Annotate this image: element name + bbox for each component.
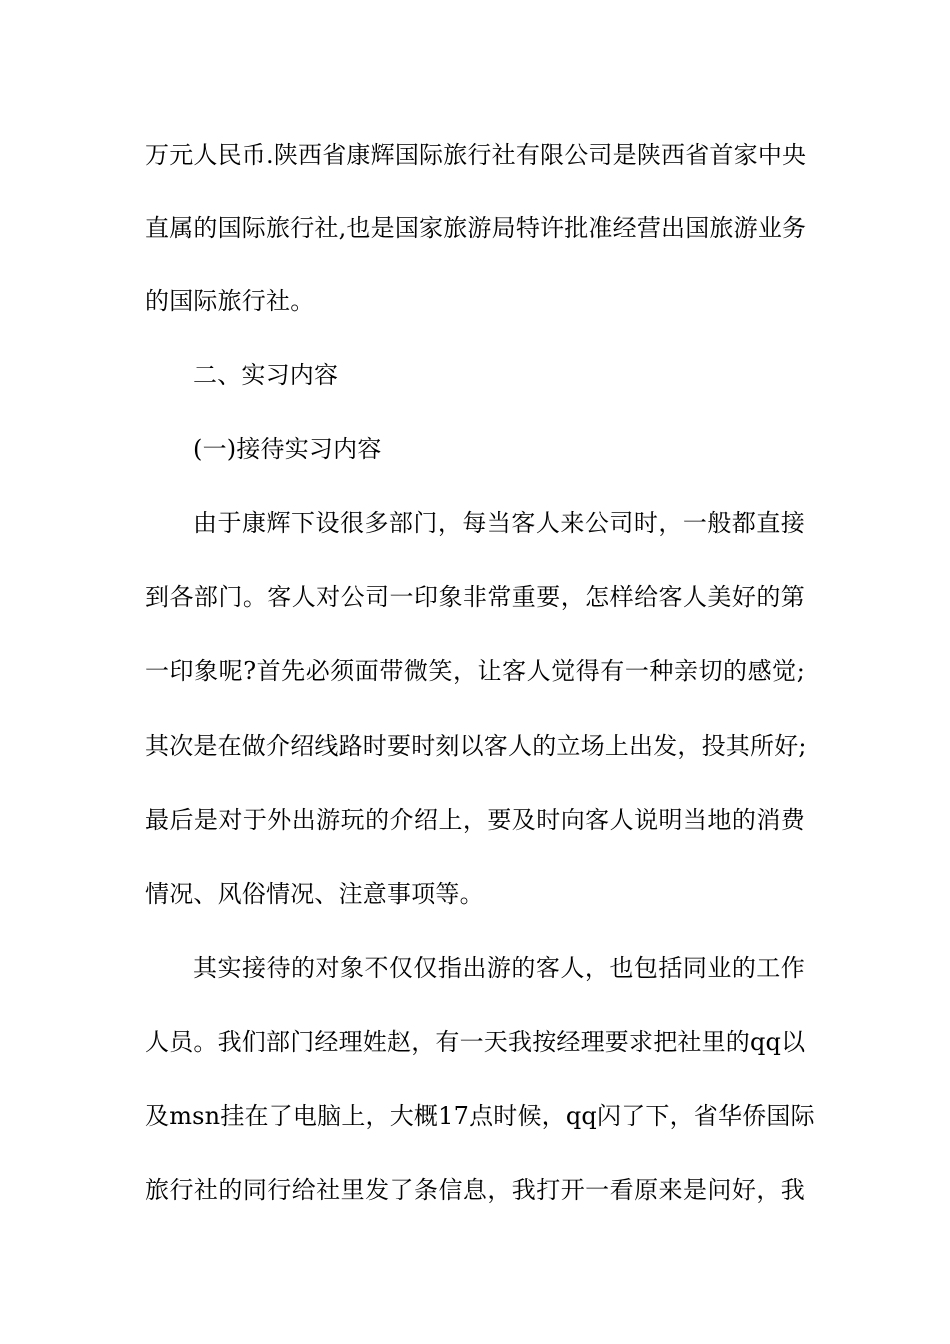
paragraph-line-10: 其实接待的对象不仅仅指出游的客人，也包括同业的工作: [193, 954, 805, 982]
paragraph-line-3: 的国际旅行社。: [145, 287, 315, 315]
paragraph-line-6: 一印象呢?首先必须面带微笑，让客人觉得有一种亲切的感觉;: [145, 657, 805, 685]
subsection-heading: (一)接待实习内容: [193, 435, 382, 463]
paragraph-line-11: 人员。我们部门经理姓赵，有一天我按经理要求把社里的qq以: [145, 1028, 806, 1056]
paragraph-line-13: 旅行社的同行给社里发了条信息，我打开一看原来是问好，我: [145, 1176, 805, 1204]
paragraph-line-1: 万元人民币.陕西省康辉国际旅行社有限公司是陕西省首家中央: [145, 141, 807, 169]
paragraph-line-7: 其次是在做介绍线路时要时刻以客人的立场上出发，投其所好;: [145, 732, 807, 760]
paragraph-line-12: 及msn挂在了电脑上，大概17点时候，qq闪了下，省华侨国际: [145, 1102, 815, 1130]
paragraph-line-5: 到各部门。客人对公司一印象非常重要，怎样给客人美好的第: [145, 583, 805, 611]
section-heading: 二、实习内容: [193, 361, 339, 389]
paragraph-line-9: 情况、风俗情况、注意事项等。: [145, 880, 484, 908]
paragraph-line-2: 直属的国际旅行社,也是国家旅游局特许批准经营出国旅游业务: [145, 214, 807, 242]
paragraph-line-8: 最后是对于外出游玩的介绍上，要及时向客人说明当地的消费: [145, 806, 805, 834]
paragraph-line-4: 由于康辉下设很多部门，每当客人来公司时，一般都直接: [193, 509, 805, 537]
